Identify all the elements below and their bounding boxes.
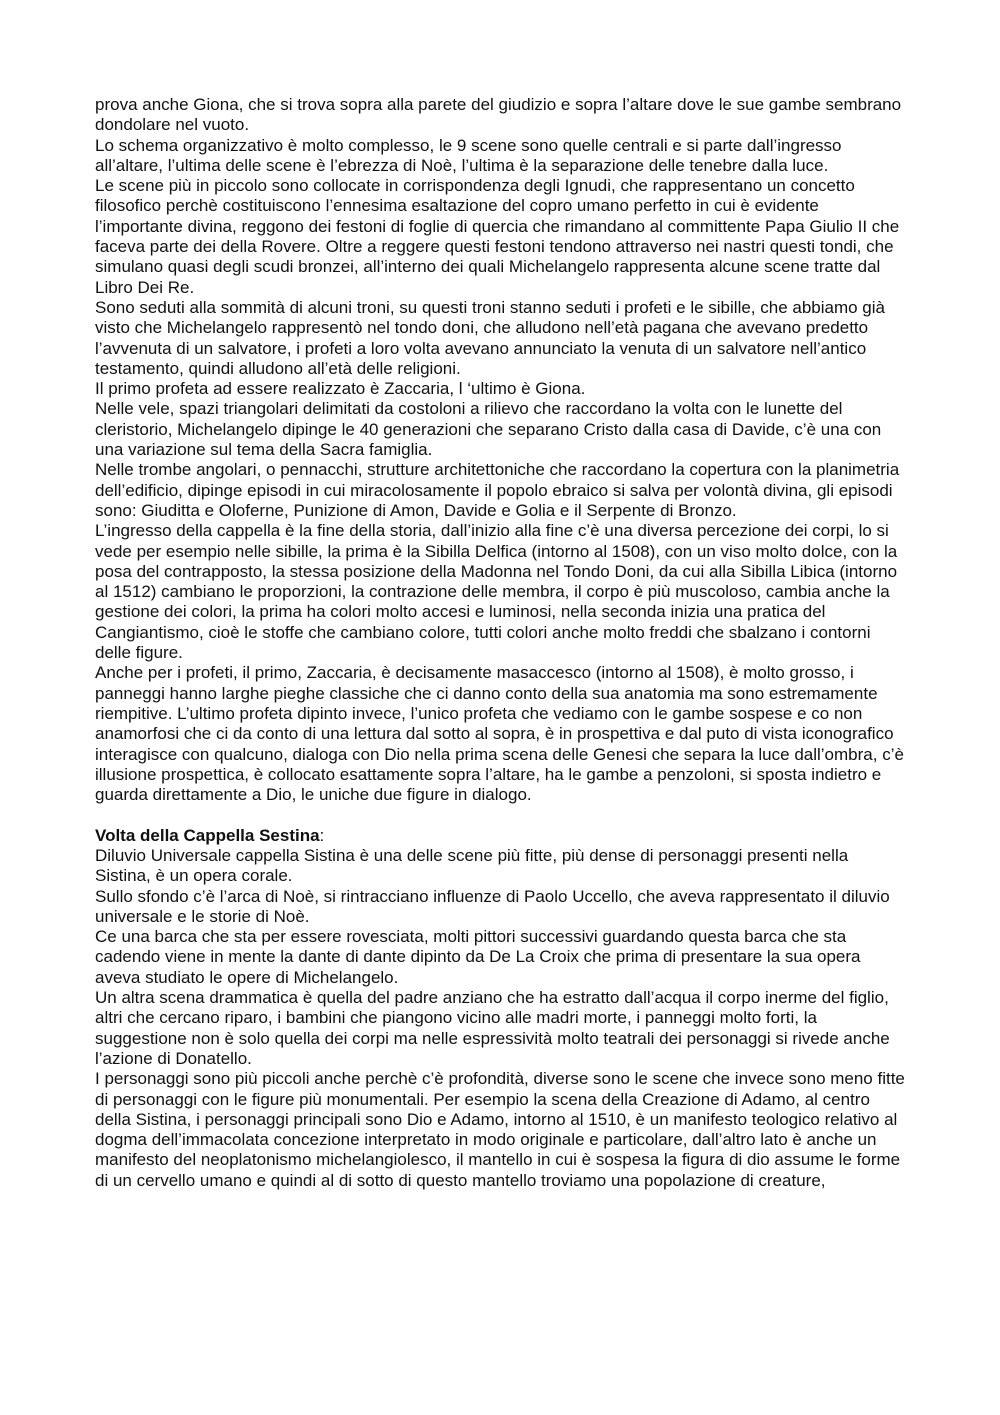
section-heading-colon: : bbox=[319, 825, 325, 845]
document-body bbox=[95, 95, 907, 1191]
paragraph: Ce una barca che sta per essere rovesciata, molti pittori successivi guardando questa barca che sta cadendo viene in mente la dante di dante dipinto da De La Croix che prima di presentare la sua opera aveva studiato le opere di Michelangelo. bbox=[95, 927, 861, 987]
paragraph: Lo schema organizzativo è molto complesso, le 9 scene sono quelle centrali e si parte dall’ingresso all’altare, l’ultima delle scene è l’ebrezza di Noè, l’ultima è la separazione delle tenebre dalla luce. bbox=[95, 135, 842, 175]
paragraph: Nelle trombe angolari, o pennacchi, strutture architettoniche che raccordano la copertura con la planimetria dell’edificio, dipinge episodi in cui miracolosamente il popolo ebraico si salva per volontà divina, gli episodi sono: Giuditta e Oloferne, Punizione di Amon, Davide e Golia e il Serpente di Bronzo. bbox=[95, 460, 900, 520]
paragraph: I personaggi sono più piccoli anche perchè c’è profondità, diverse sono le scene che invece sono meno fitte di personaggi con le figure più monumentali. Per esempio la scena della Creazione di Adamo, al centro della Sistina, i personaggi principali sono Dio e Adamo, intorno al 1510, è un manifesto teologico relativo al dogma dell’immacolata concezione interpretato in modo originale e particolare, dall’altro lato è anche un manifesto del neoplatonismo michelangiolesco, il mantello in cui è sospesa la figura di dio assume le forme di un cervello umano e quindi al di sotto di questo mantello troviamo una popolazione di creature, bbox=[95, 1069, 905, 1190]
paragraph: Anche per i profeti, il primo, Zaccaria, è decisamente masaccesco (intorno al 1508), è molto grosso, i panneggi hanno larghe pieghe classiche che ci danno conto della sua anatomia ma sono estremamente riempitive. L’ultimo profeta dipinto invece, l’unico profeta che vediamo con le gambe sospese e co non anamorfosi che ci da conto di una lettura dal sotto al sopra, è in prospettiva e dal puto di vista iconografico interagisce con qualcuno, dialoga con Dio nella prima scena delle Genesi che separa la luce dall’ombra, c’è illusione prospettica, è collocato esattamente sopra l’altare, ha le gambe a penzoloni, si sposta indietro e guarda direttamente a Dio, le uniche due figure in dialogo. bbox=[95, 663, 904, 805]
paragraph: Diluvio Universale cappella Sistina è una delle scene più fitte, più dense di personaggi presenti nella Sistina, è un opera corale. bbox=[95, 845, 849, 886]
blank-line bbox=[95, 805, 907, 825]
paragraph: L’ingresso della cappella è la fine della storia, dall’inizio alla fine c’è una diversa percezione dei corpi, lo si vede per esempio nelle sibille, la prima è la Sibilla Delfica (intorno al 1508), con un viso molto dolce, con la posa del contrapposto, la stessa posizione della Madonna nel Tondo Doni, da cui alla Sibilla Libica (intorno al 1512) cambiano le proporzioni, la contrazione delle membra, il corpo è più muscoloso, cambia anche la gestione dei colori, la prima ha colori molto accesi e luminosi, nella seconda inizia una pratica del Cangiantismo, cioè le stoffe che cambiano colore, tutti colori anche molto freddi che sbalzano i contorni delle figure. bbox=[95, 521, 898, 663]
paragraph: Un altra scena drammatica è quella del padre anziano che ha estratto dall’acqua il corpo inerme del figlio, altri che cercano riparo, i bambini che piangono vicino alle madri morte, i panneggi molto forti, la suggestione non è solo quella dei corpi ma nelle espressività molto teatrali dei personaggi si rivede anche l’azione di Donatello. bbox=[95, 988, 890, 1068]
paragraph: Il primo profeta ad essere realizzato è Zaccaria, l ‘ultimo è Giona. bbox=[95, 379, 586, 399]
paragraph: prova anche Giona, che si trova sopra alla parete del giudizio e sopra l’altare dove le sue gambe sembrano dondolare nel vuoto. bbox=[95, 95, 902, 135]
paragraph: Sono seduti alla sommità di alcuni troni, su questi troni stanno seduti i profeti e le sibille, che abbiamo già visto che Michelangelo rappresentò nel tondo doni, che alludono nell’età pagana che avevano predetto l’avvenuta di un salvatore, i profeti a loro volta avevano annunciato la venuta di un salvatore nell’antico testamento, quindi alludono all’età delle religioni. bbox=[95, 297, 885, 378]
paragraph: Le scene più in piccolo sono collocate in corrispondenza degli Ignudi, che rappresentano un concetto filosofico perchè costituiscono l’ennesima esaltazione del copro umano perfetto in cui è evidente l’importante divina, reggono dei festoni di foglie di quercia che rimandano al committente Papa Giulio II che faceva parte dei della Rovere. Oltre a reggere questi festoni tendono attraverso nei nastri questi tondi, che simulano quasi degli scudi bronzei, all’interno dei quali Michelangelo rappresenta alcune scene tratte dal Libro Dei Re. bbox=[95, 176, 900, 297]
section-heading bbox=[95, 826, 907, 846]
section-heading-title: Volta della Cappella Sestina bbox=[95, 825, 320, 845]
paragraph: Nelle vele, spazi triangolari delimitati da costoloni a rilievo che raccordano la volta con le lunette del cleristorio, Michelangelo dipinge le 40 generazioni che separano Cristo dalla casa di Davide, c’è una con una variazione sul tema della Sacra famiglia. bbox=[95, 399, 882, 460]
paragraph: Sullo sfondo c’è l’arca di Noè, si rintracciano influenze di Paolo Uccello, che aveva rappresentato il diluvio universale e le storie di Noè. bbox=[95, 886, 890, 926]
